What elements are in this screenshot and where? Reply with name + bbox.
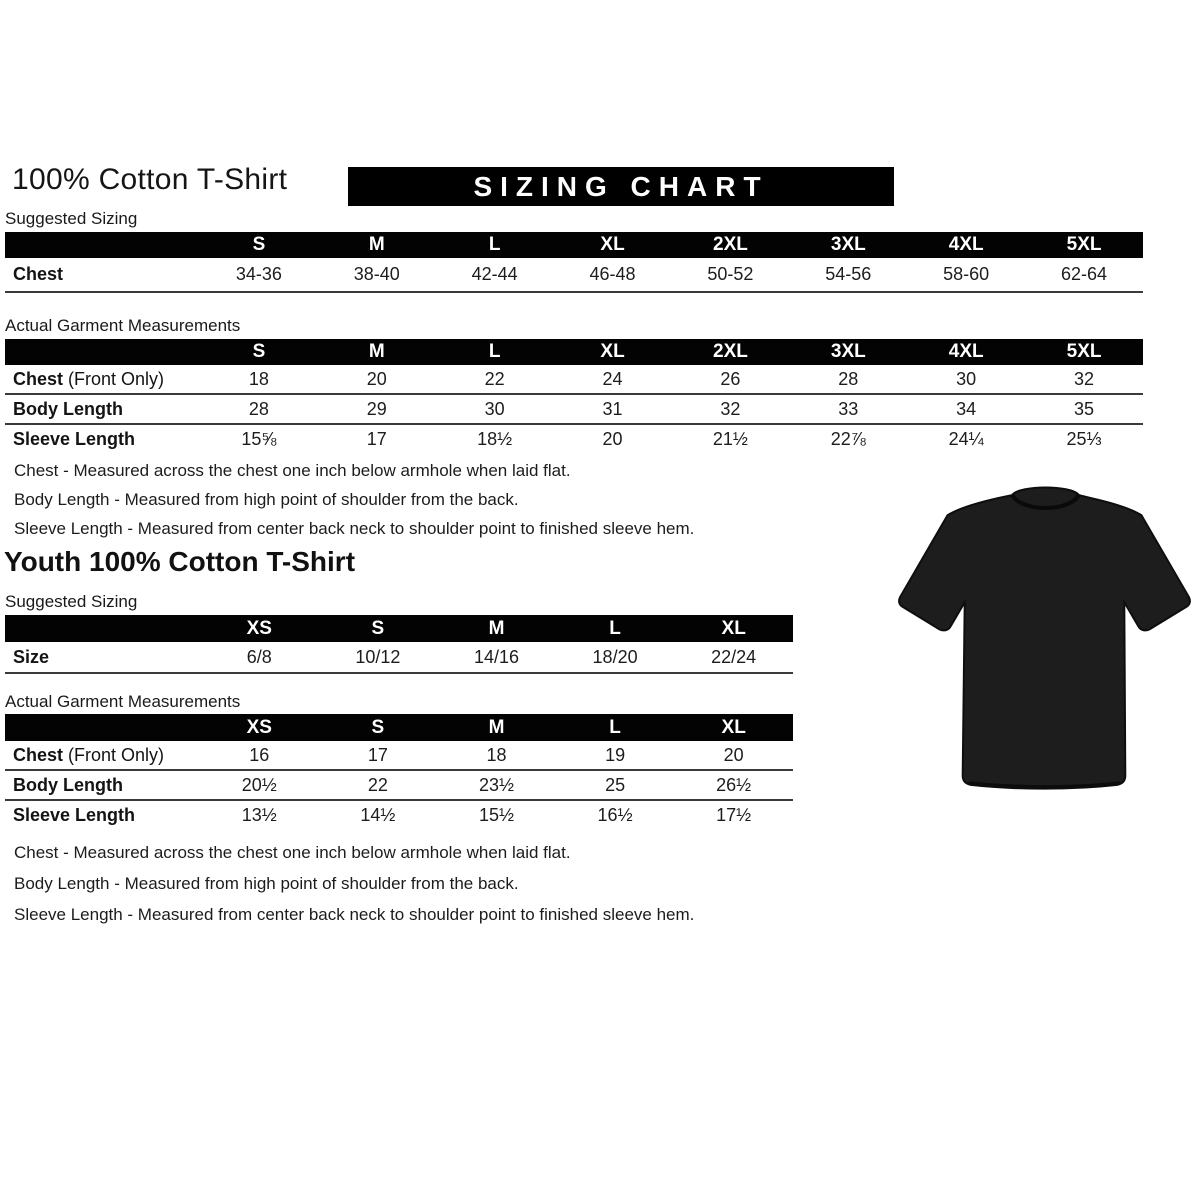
table-row (5, 365, 1143, 395)
table-cell: 14½ (360, 805, 396, 825)
column-header: S (252, 234, 266, 255)
row-label-suffix: (Front Only) (68, 369, 165, 389)
note-line: Chest - Measured across the chest one inch below armhole when laid flat. (14, 843, 571, 862)
row-label: Chest (Front Only) (13, 745, 165, 765)
adult-suggested-sizing-table (5, 232, 1143, 293)
table-cell: 32 (720, 399, 741, 419)
column-header: S (371, 717, 385, 738)
table-cell: 22 (367, 775, 388, 795)
table-cell: 33 (838, 399, 859, 419)
note-line: Body Length - Measured from high point of shoulder from the back. (14, 874, 519, 893)
table-cell: 30 (484, 399, 505, 419)
row-label: Chest (13, 264, 64, 284)
table-cell: 21½ (712, 429, 748, 449)
column-header: XL (721, 618, 746, 639)
column-header: L (609, 618, 621, 639)
youth-actual-measurements-table (5, 714, 793, 829)
table-cell: 38-40 (353, 264, 400, 284)
table-cell: 42-44 (471, 264, 518, 284)
table-cell: 16 (249, 745, 270, 765)
column-header: 4XL (948, 341, 984, 362)
table-cell: 54-56 (825, 264, 872, 284)
column-header: S (252, 341, 266, 362)
table-cell: 17 (366, 429, 387, 449)
table-cell: 20 (366, 369, 387, 389)
column-header: 2XL (713, 234, 748, 255)
table-cell: 18/20 (592, 647, 638, 667)
table-cell: 20½ (241, 775, 277, 795)
table-cell: 22⅞ (830, 429, 866, 449)
youth-actual-measurements-label: Actual Garment Measurements (5, 692, 241, 711)
table-cell: 28 (838, 369, 859, 389)
table-cell: 25 (605, 775, 626, 795)
row-label: Sleeve Length (13, 429, 136, 449)
table-cell: 20 (602, 429, 623, 449)
table-cell: 22 (484, 369, 505, 389)
column-header: M (488, 618, 505, 639)
youth-measurement-notes (14, 843, 694, 936)
table-cell: 24¼ (948, 429, 984, 449)
table-cell: 15⅝ (241, 429, 277, 449)
sizing-chart-banner: SIZING CHART (348, 167, 894, 206)
table-cell: 6/8 (246, 647, 272, 667)
adult-suggested-sizing-label: Suggested Sizing (5, 209, 138, 228)
table-cell: 35 (1074, 399, 1095, 419)
table-cell: 22/24 (711, 647, 757, 667)
column-header: XS (246, 618, 272, 639)
table-cell: 14/16 (473, 647, 519, 667)
youth-suggested-sizing-table (5, 615, 793, 674)
size-header-row (5, 339, 1143, 365)
table-cell: 30 (956, 369, 977, 389)
table-cell: 17 (367, 745, 388, 765)
row-label: Size (13, 647, 50, 667)
table-row (5, 771, 793, 801)
adult-actual-measurements-label: Actual Garment Measurements (5, 316, 241, 335)
row-label: Body Length (13, 399, 123, 419)
column-header: XS (246, 717, 272, 738)
table-cell: 19 (605, 745, 626, 765)
table-cell: 62-64 (1061, 264, 1108, 284)
table-cell: 15½ (478, 805, 514, 825)
youth-section-title: Youth 100% Cotton T-Shirt (4, 546, 356, 577)
table-cell: 28 (248, 399, 269, 419)
table-row (5, 258, 1143, 293)
page-title: 100% Cotton T-Shirt (12, 163, 288, 196)
table-cell: 32 (1074, 369, 1095, 389)
note-line: Sleeve Length - Measured from center back neck to shoulder point to finished sleeve hem. (14, 519, 695, 538)
table-cell: 16½ (597, 805, 633, 825)
column-header: XL (600, 234, 625, 255)
column-header: 4XL (948, 234, 984, 255)
table-cell: 31 (602, 399, 623, 419)
black-tshirt-graphic (890, 476, 1200, 811)
table-cell: 18 (486, 745, 507, 765)
table-cell: 13½ (241, 805, 277, 825)
column-header: M (488, 717, 505, 738)
column-header: 5XL (1066, 341, 1102, 362)
column-header: M (368, 341, 385, 362)
table-cell: 18½ (477, 429, 513, 449)
table-cell: 23½ (478, 775, 514, 795)
column-header: 3XL (830, 234, 866, 255)
column-header: 2XL (713, 341, 748, 362)
column-header: 5XL (1066, 234, 1102, 255)
table-cell: 34 (956, 399, 977, 419)
adult-measurement-notes (14, 461, 694, 548)
column-header: M (368, 234, 385, 255)
column-header: L (609, 717, 621, 738)
table-cell: 17½ (716, 805, 752, 825)
table-cell: 29 (366, 399, 387, 419)
column-header: S (371, 618, 385, 639)
column-header: 3XL (830, 341, 866, 362)
note-line: Body Length - Measured from high point of shoulder from the back. (14, 490, 519, 509)
table-cell: 25⅓ (1066, 429, 1102, 449)
table-cell: 46-48 (589, 264, 636, 284)
table-cell: 18 (248, 369, 269, 389)
table-cell: 26 (720, 369, 741, 389)
table-cell: 58-60 (943, 264, 990, 284)
size-header-row (5, 232, 1143, 258)
row-label: Chest (Front Only) (13, 369, 165, 389)
youth-suggested-sizing-label: Suggested Sizing (5, 592, 138, 611)
note-line: Sleeve Length - Measured from center back neck to shoulder point to finished sleeve hem. (14, 905, 695, 924)
size-header-row (5, 615, 793, 642)
table-cell: 20 (723, 745, 744, 765)
column-header: XL (600, 341, 625, 362)
row-label: Sleeve Length (13, 805, 136, 825)
note-line: Chest - Measured across the chest one inch below armhole when laid flat. (14, 461, 571, 480)
table-cell: 34-36 (235, 264, 282, 284)
table-cell: 24 (602, 369, 623, 389)
row-label-suffix: (Front Only) (68, 745, 165, 765)
tshirt-image (890, 476, 1200, 811)
table-cell: 10/12 (355, 647, 401, 667)
tshirt-silhouette (899, 487, 1190, 788)
table-cell: 26½ (716, 775, 752, 795)
column-header: L (488, 341, 501, 362)
row-label: Body Length (13, 775, 123, 795)
size-header-row (5, 714, 793, 741)
table-row (5, 741, 793, 771)
adult-actual-measurements-table (5, 339, 1143, 453)
table-row (5, 425, 1143, 453)
table-row (5, 801, 793, 829)
column-header: XL (721, 717, 746, 738)
table-row (5, 395, 1143, 425)
table-cell: 50-52 (707, 264, 754, 284)
column-header: L (488, 234, 501, 255)
table-row (5, 642, 793, 674)
